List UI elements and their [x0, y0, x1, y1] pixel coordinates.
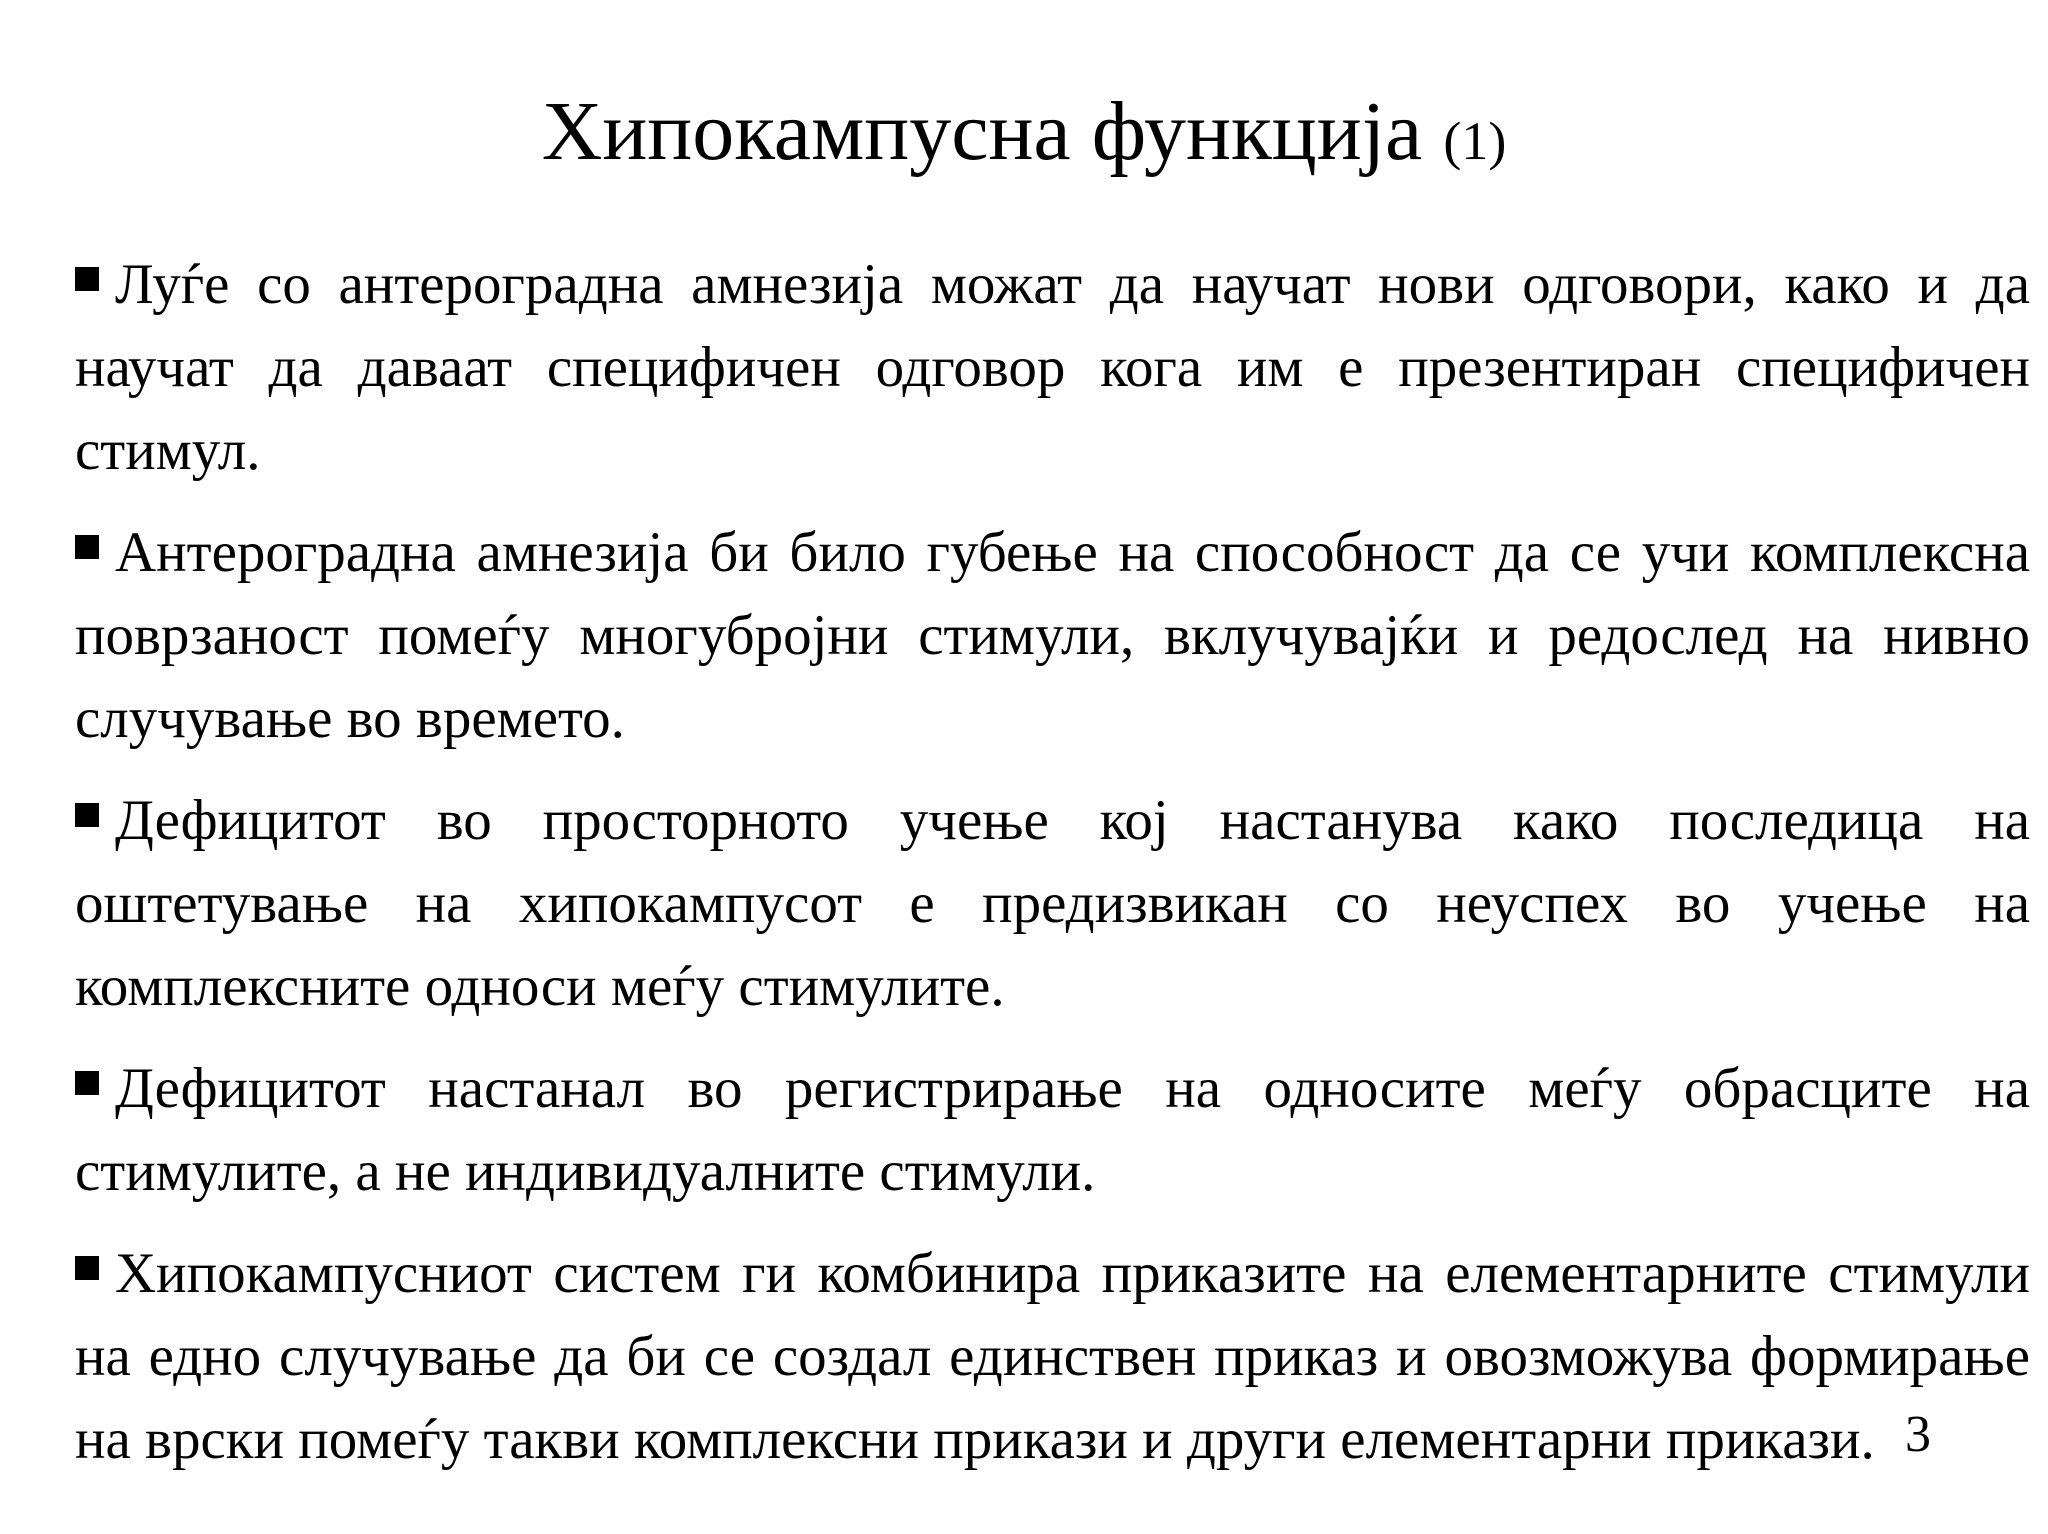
- bullet-paragraph: [75, 779, 2030, 1028]
- square-bullet-icon: [75, 1071, 99, 1095]
- paragraph-text: Антероградна амнезија би било губење на способност да се учи комплексна поврзаност помеѓу многубројни стимули, вклучувајќи и редослед на нивно случување во времето.: [75, 521, 2030, 750]
- square-bullet-icon: [75, 803, 99, 827]
- square-bullet-icon: [75, 267, 99, 291]
- paragraph-text: Дефицитот во просторното учење кој настанува како последица на оштетување на хипокампусот е предизвикан со неуспех во учење на комплексните односи меѓу стимулите.: [75, 789, 2030, 1018]
- bullet-paragraph: [75, 1047, 2030, 1213]
- paragraph-text: Дефицитот настанал во регистрирање на односите меѓу обрасците на стимулите, а не индивидуалните стимули.: [75, 1057, 2030, 1203]
- title-text: Хипокампусна функција: [541, 85, 1423, 178]
- bullet-paragraph: [75, 243, 2030, 492]
- page-number: 3: [1905, 1406, 1931, 1463]
- bullet-paragraph: [75, 511, 2030, 760]
- slide-title: [0, 82, 2048, 191]
- square-bullet-icon: [75, 535, 99, 559]
- bullet-paragraph: [75, 1232, 2030, 1481]
- slide-body: [75, 243, 2030, 1500]
- title-suffix: (1): [1443, 111, 1507, 171]
- paragraph-text: Хипокампусниот систем ги комбинира приказите на елементарните стимули на едно случување да би се создал единствен приказ и овозможува формирање на врски помеѓу такви комплексни прикази и други елементарни прикази.: [75, 1242, 2030, 1471]
- square-bullet-icon: [75, 1256, 99, 1280]
- paragraph-text: Луѓе со антероградна амнезија можат да научат нови одговори, како и да научат да даваат специфичен одговор кога им е презентиран специфичен стимул.: [75, 253, 2030, 482]
